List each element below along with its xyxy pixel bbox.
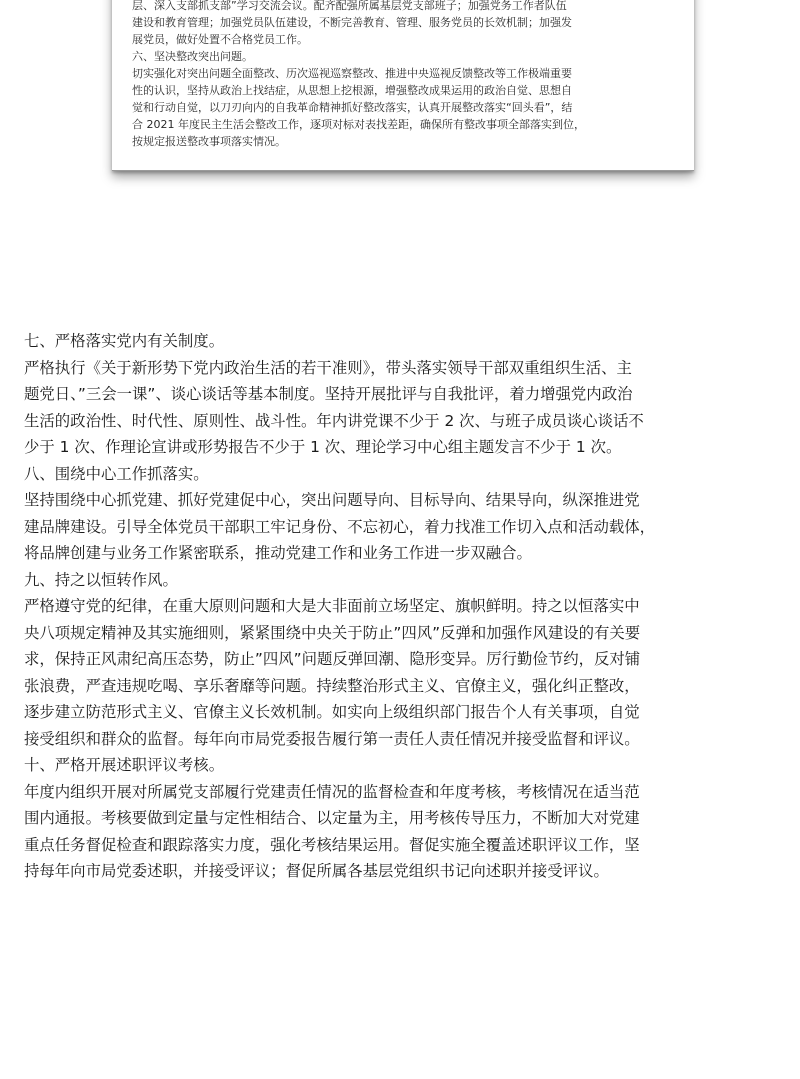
paragraph-line: 接受组织和群众的监督。每年向市局党委报告履行第一责任人责任情况并接受监督和评议。	[24, 729, 640, 748]
paragraph-line: 年度内组织开展对所属党支部履行党建责任情况的监督检查和年度考核，考核情况在适当范	[24, 782, 640, 801]
paragraph-line: 逐步建立防范形式主义、官僚主义长效机制。如实向上级组织部门报告个人有关事项，自觉	[24, 703, 640, 721]
section-heading: 八、围绕中心工作抓落实。	[24, 464, 209, 483]
section-heading: 七、严格落实党内有关制度。	[24, 332, 225, 350]
preview-line: 按规定报送整改事项落实情况。	[132, 135, 286, 148]
paragraph-line: 围内通报。考核要做到定量与定性相结合、以定量为主，用考核传导压力，不断加大对党建	[24, 809, 640, 827]
preview-line: 建设和教育管理；加强党员队伍建设，不断完善教育、管理、服务党员的长效机制；加强发	[132, 16, 572, 29]
paragraph-line: 张浪费，严查违规吃喝、享乐奢靡等问题。持续整治形式主义、官僚主义，强化纠正整改，	[24, 676, 640, 695]
document-preview-card	[112, 0, 694, 171]
paragraph-line: 少于 1 次、作理论宣讲或形势报告不少于 1 次、理论学习中心组主题发言不少于 1 次。	[24, 438, 622, 456]
preview-line: 展党员，做好处置不合格党员工作。	[132, 33, 308, 46]
paragraph-line: 坚持围绕中心抓党建、抓好党建促中心，突出问题导向、目标导向、结果导向，纵深推进党	[24, 491, 640, 509]
paragraph-line: 严格遵守党的纪律，在重大原则问题和大是大非面前立场坚定、旗帜鲜明。持之以恒落实中	[24, 597, 640, 615]
paragraph-line: 央八项规定精神及其实施细则，紧紧围绕中央关于防止”四风”反弹和加强作风建设的有关要	[24, 623, 641, 642]
section-heading: 九、持之以恒转作风。	[24, 570, 178, 589]
preview-heading: 六、坚决整改突出问题。	[132, 50, 253, 63]
paragraph-line: 生活的政治性、时代性、原则性、战斗性。年内讲党课不少于 2 次、与班子成员谈心谈话不	[24, 411, 644, 430]
paragraph-line: 持每年向市局党委述职，并接受评议；督促所属各基层党组织书记向述职并接受评议。	[24, 862, 609, 880]
preview-line: 合 2021 年度民主生活会整改工作，逐项对标对表找差距，确保所有整改事项全部落实到位，	[132, 118, 585, 131]
paragraph-line: 重点任务督促检查和跟踪落实力度，强化考核结果运用。督促实施全覆盖述职评议工作，坚	[24, 835, 640, 854]
preview-line: 层、深入支部抓支部”学习交流会议。配齐配强所属基层党支部班子；加强党务工作者队伍	[132, 0, 567, 12]
paragraph-line: 题党日、”三会一课”、谈心谈话等基本制度。坚持开展批评与自我批评，着力增强党内政治	[24, 385, 633, 403]
paragraph-line: 严格执行《关于新形势下党内政治生活的若干准则》，带头落实领导干部双重组织生活、主	[24, 358, 632, 377]
preview-line: 觉和行动自觉，以刀刃向内的自我革命精神抓好整改落实，认真开展整改落实“回头看”，结	[132, 101, 573, 114]
paragraph-line: 将品牌创建与业务工作紧密联系，推动党建工作和业务工作进一步双融合。	[24, 544, 532, 562]
paragraph-line: 求，保持正风肃纪高压态势，防止”四风”问题反弹回潮、隐形变异。厉行勤俭节约，反对铺	[24, 650, 641, 668]
preview-line: 性的认识，坚持从政治上找结症，从思想上挖根源，增强整改成果运用的政治自觉、思想自	[132, 84, 572, 97]
preview-line: 切实强化对突出问题全面整改、历次巡视巡察整改、推进中央巡视反馈整改等工作极端重要	[132, 67, 572, 80]
section-heading: 十、严格开展述职评议考核。	[24, 756, 225, 774]
preview-text	[132, 0, 672, 150]
paragraph-line: 建品牌建设。引导全体党员干部职工牢记身份、不忘初心，着力找准工作切入点和活动载体，	[24, 517, 656, 536]
main-text	[24, 328, 778, 885]
